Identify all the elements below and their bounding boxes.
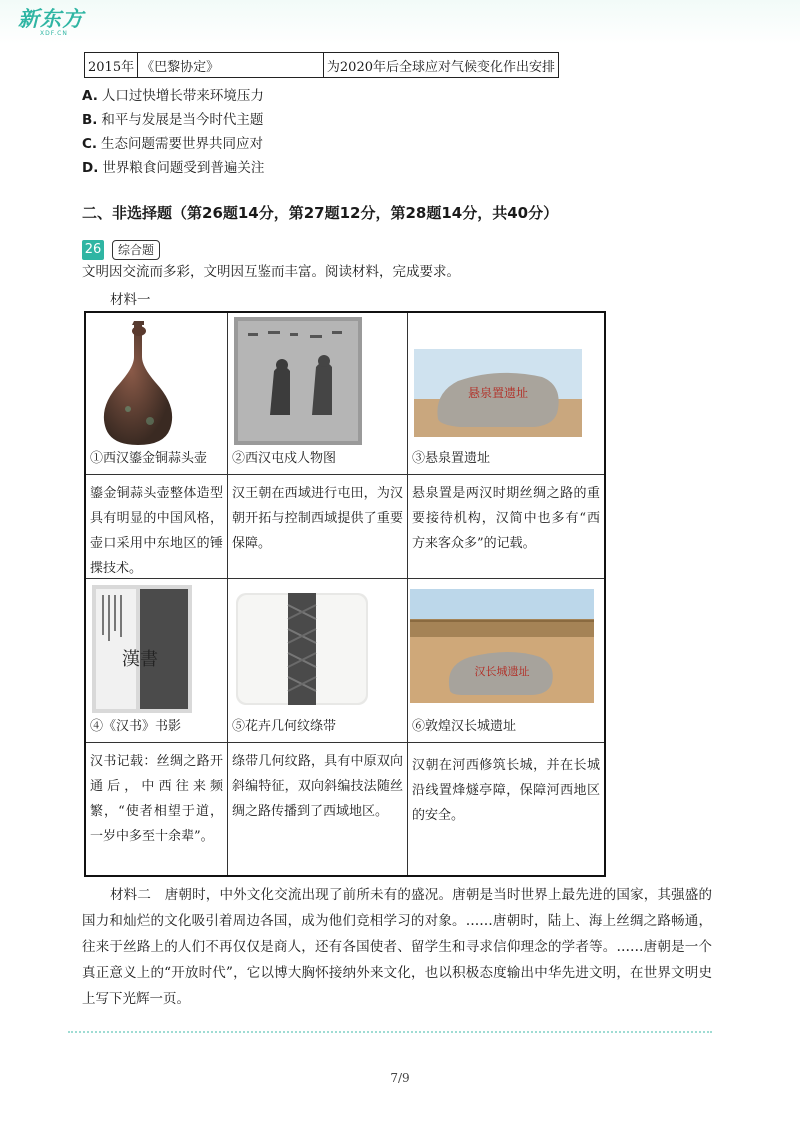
bronze-vase-icon [92, 317, 184, 449]
image-cell-1 [86, 313, 228, 475]
item-description-5: 绦带几何纹路，具有中原双向斜编特征，双向斜编技法随丝绸之路传播到了西域地区。 [232, 754, 403, 819]
table-cell-event: 《巴黎协定》 [138, 53, 324, 78]
material2-paragraph: 材料二 唐朝时，中外文化交流出现了前所未有的盛况。唐朝是当时世界上最先进的国家，其强盛的国力和灿烂的文化吸引着周边各国，成为他们竞相学习的对象。……唐朝时，陆上、海上丝绸之路畅通，往来于丝路上的人们不再仅仅是商人，还有各国使者、留学生和寻求信仰理念的学者等。……唐朝是一个真正意义上的“开放时代”，它以博大胸怀接纳外来文化，也以积极态度输出中华先进文明，在世界文明史上写下光辉一页。 [82, 887, 712, 1007]
image-caption-6: ⑥敦煌汉长城遗址 [412, 719, 517, 734]
option-letter: B. [82, 112, 98, 128]
dotted-divider [68, 1031, 712, 1033]
image-cell-2 [228, 313, 408, 475]
header-band [0, 0, 800, 44]
image-cell-3 [408, 313, 604, 475]
stone-inscription: 悬泉置遗址 [467, 386, 529, 400]
top-table [84, 52, 559, 78]
book-title: 漢書 [122, 649, 158, 670]
desc-cell-1 [86, 475, 228, 579]
desc-cell-4 [86, 743, 228, 875]
desc-cell-3 [408, 475, 604, 579]
silk-ribbon-image [236, 585, 368, 713]
image-cell-6 [408, 579, 604, 743]
desc-cell-2 [228, 475, 408, 579]
question-intro: 文明因交流而多彩，文明因互鉴而丰富。阅读材料，完成要求。 [82, 264, 460, 280]
item-description-2: 汉王朝在西域进行屯田，为汉朝开拓与控制西域提供了重要保障。 [232, 486, 403, 551]
option-text: 人口过快增长带来环境压力 [101, 88, 264, 104]
option-c[interactable] [82, 134, 263, 154]
option-text: 世界粮食问题受到普遍关注 [102, 160, 265, 176]
option-letter: C. [82, 136, 98, 152]
option-d[interactable] [82, 158, 264, 178]
image-caption-4: ④《汉书》书影 [90, 719, 182, 734]
item-description-1: 鎏金铜蒜头壶整体造型具有明显的中国风格，壶口采用中东地区的锤揲技术。 [90, 486, 223, 576]
item-description-4: 汉书记载：丝绸之路开通后，中西往来频繁，“使者相望于道，一岁中多至十余辈”。 [90, 754, 223, 844]
item-description-6: 汉朝在河西修筑长城，并在长城沿线置烽燧亭障，保障河西地区的安全。 [412, 758, 600, 823]
image-cell-4 [86, 579, 228, 743]
image-caption-1: ①西汉鎏金铜蒜头壶 [90, 451, 208, 466]
image-caption-3: ③悬泉置遗址 [412, 451, 491, 466]
dunhuang-wall-image [410, 589, 594, 703]
image-caption-2: ②西汉屯戍人物图 [232, 451, 337, 466]
page-number: 7/9 [390, 1071, 410, 1085]
option-b[interactable] [82, 110, 263, 130]
option-a[interactable] [82, 86, 264, 106]
garrison-figure-image [234, 317, 362, 445]
table-cell-content: 为2020年后全球应对气候变化作出安排 [323, 53, 558, 78]
image-caption-5: ⑤花卉几何纹绦带 [232, 719, 337, 734]
option-letter: A. [82, 88, 98, 104]
item-description-3: 悬泉置是两汉时期丝绸之路的重要接待机构，汉简中也多有“西方来客众多”的记载。 [412, 486, 600, 551]
question-number: 26 [82, 240, 104, 260]
desc-cell-6 [408, 743, 604, 875]
table-row [85, 53, 559, 78]
material1-label: 材料一 [110, 292, 151, 308]
xuanquan-site-image [414, 349, 582, 437]
option-text: 生态问题需要世界共同应对 [101, 136, 264, 152]
option-text: 和平与发展是当今时代主题 [101, 112, 264, 128]
brand-logo: 新东方 [18, 7, 84, 31]
stone-inscription: 汉长城遗址 [474, 666, 530, 678]
desc-cell-5 [228, 743, 408, 875]
image-cell-5 [228, 579, 408, 743]
material1-grid [84, 311, 606, 877]
option-letter: D. [82, 160, 99, 176]
brand-sub: XDF.CN [40, 30, 68, 37]
hanshu-book-image [92, 585, 192, 713]
table-cell-year: 2015年 [85, 53, 138, 78]
question-tag: 综合题 [112, 240, 160, 260]
section-title: 二、非选择题（第26题14分，第27题12分，第28题14分，共40分） [82, 204, 559, 222]
